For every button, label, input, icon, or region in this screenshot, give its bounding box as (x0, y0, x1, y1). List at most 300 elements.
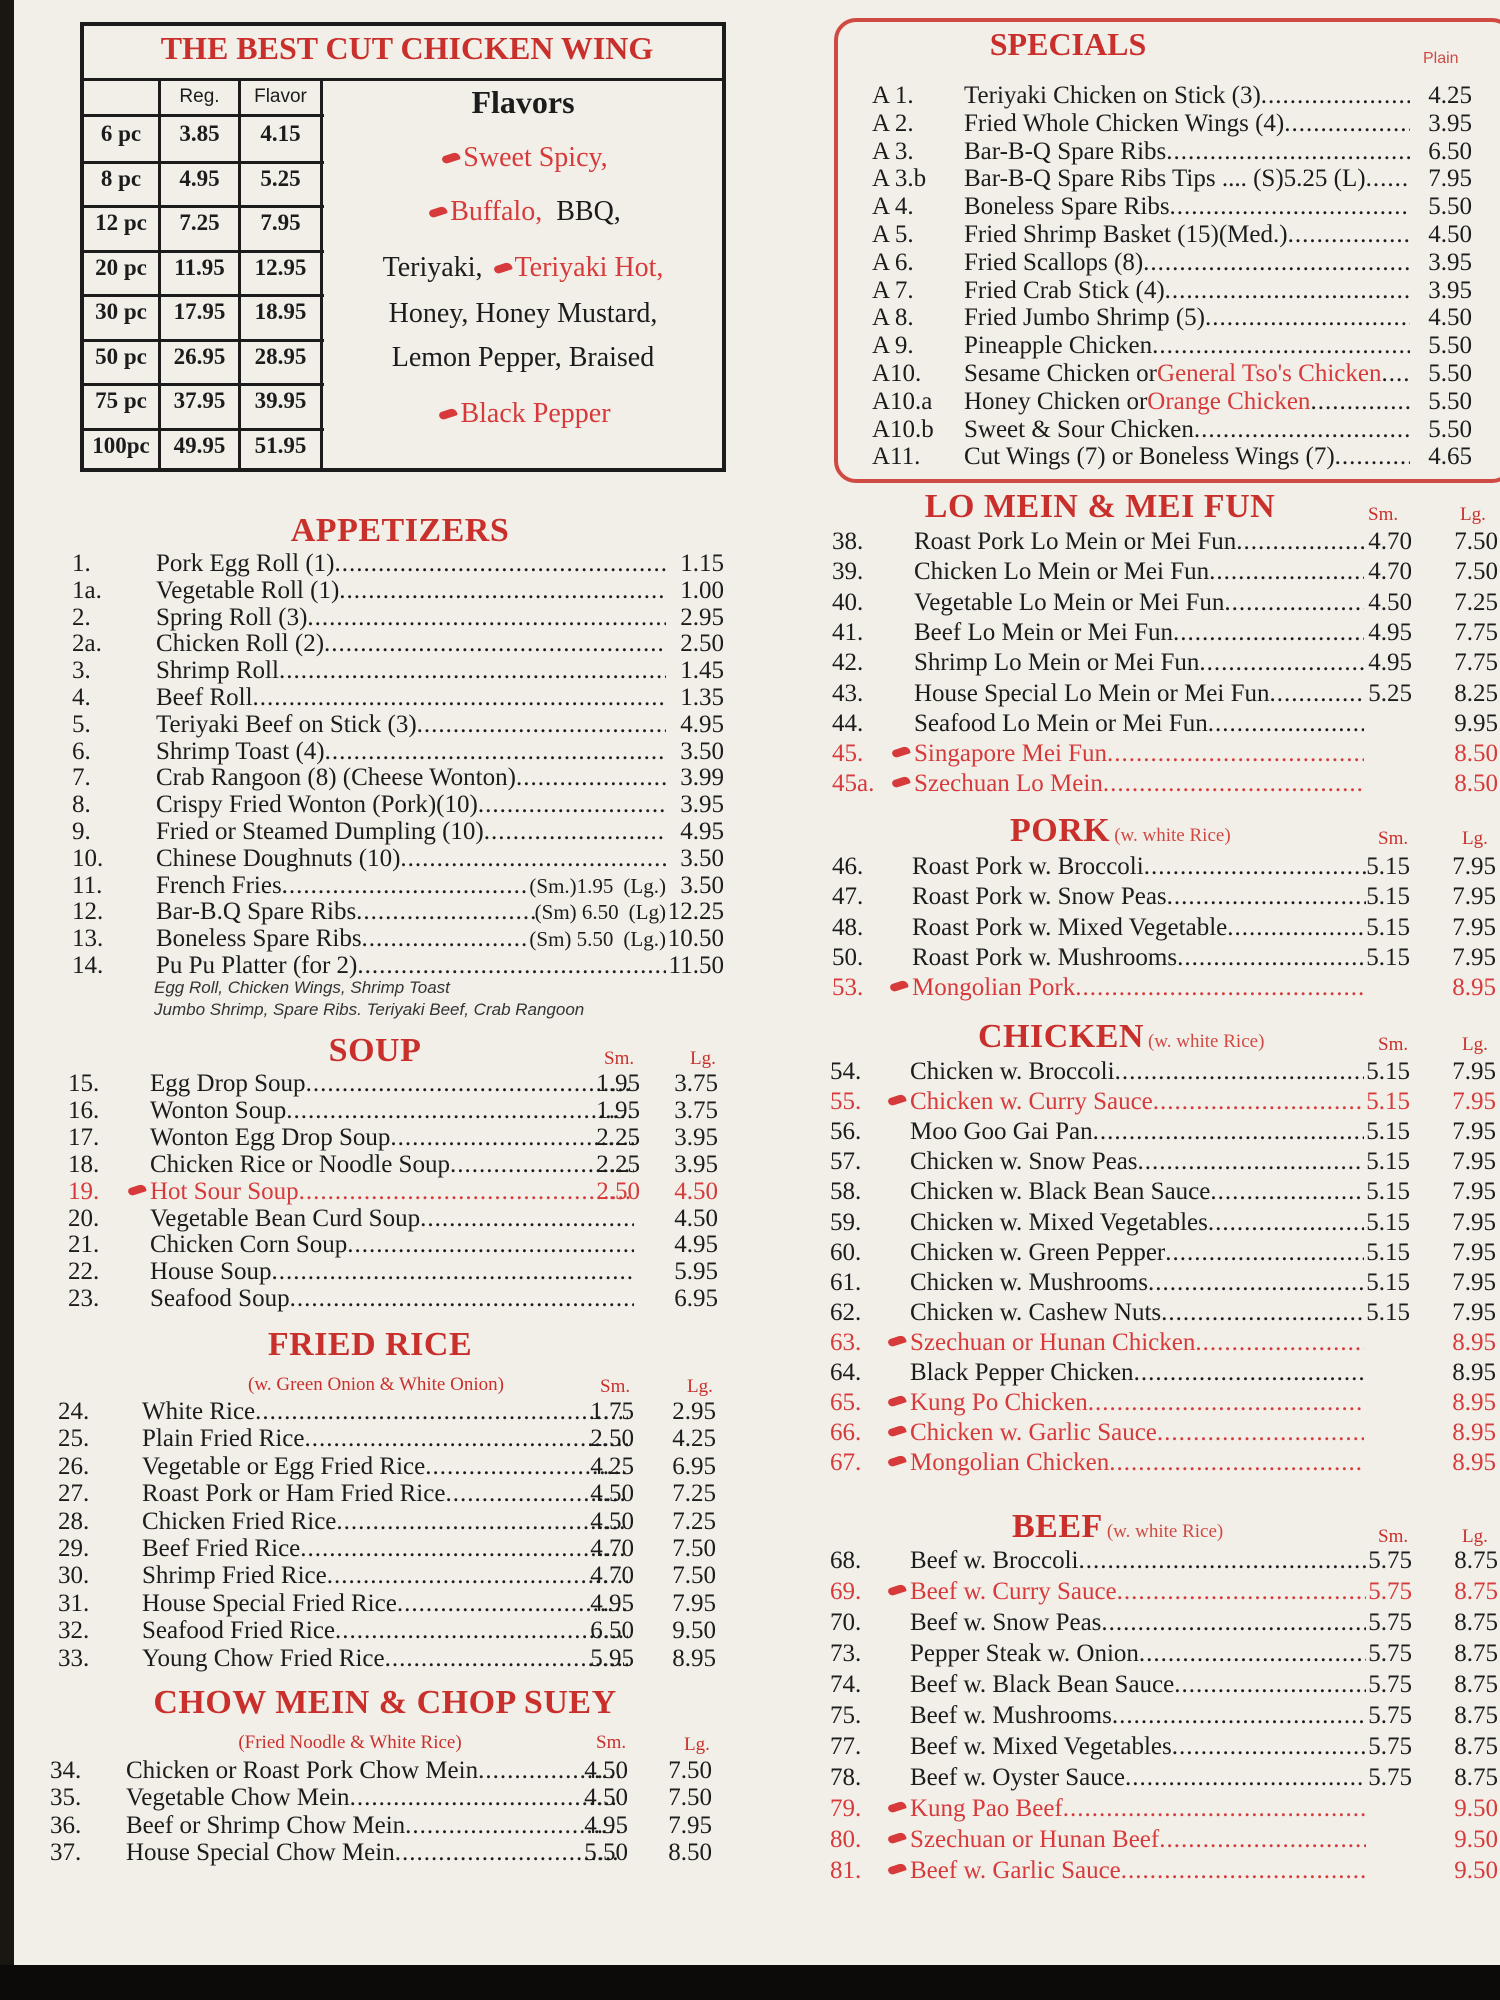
item-number: 18. (68, 1150, 100, 1178)
item-name-text: Young Chow Fried Rice (142, 1644, 385, 1672)
item-small-price: 5.15 (1366, 1088, 1410, 1116)
item-price: 7.50 (668, 1757, 712, 1784)
item-small-price: 5.15 (1366, 853, 1410, 880)
wing-pieces: 30 pc (95, 299, 147, 324)
divider (84, 161, 324, 164)
item-name-text: Fried or Steamed Dumpling (10) (156, 818, 484, 845)
menu-item (830, 1547, 1498, 1574)
item-price: 8.50 (1454, 770, 1498, 798)
item-price: 7.95 (1452, 853, 1496, 880)
item-number: 2. (72, 603, 91, 631)
item-price: 7.50 (672, 1562, 716, 1590)
item-name-text: Beef w. Mushrooms (910, 1702, 1112, 1729)
item-number: 15. (68, 1070, 100, 1097)
item-price: 5.50 (1428, 193, 1472, 221)
item-name-text: Chicken Roll (2) (156, 630, 325, 658)
item-number: 38. (832, 528, 864, 555)
item-number: 57. (830, 1148, 862, 1176)
item-name-text: Chicken or Roast Pork Chow Mein (126, 1757, 479, 1784)
item-name (910, 1547, 1366, 1574)
item-small-price: 5.75 (1368, 1547, 1412, 1574)
item-name (910, 1578, 1366, 1605)
item-number: A 3. (872, 137, 914, 165)
item-number: 43. (832, 679, 864, 707)
leader-dots (1063, 1795, 1366, 1822)
specials-title: SPECIALS (989, 26, 1147, 62)
item-price: 7.95 (1452, 1298, 1496, 1326)
item-name (156, 791, 666, 818)
item-name-text: Roast Pork or Ham Fried Rice (142, 1480, 446, 1508)
item-name (910, 1857, 1366, 1884)
item-price: 7.95 (1452, 1238, 1496, 1266)
item-number: A 4. (872, 193, 914, 221)
item-small-price: 1.95 (596, 1096, 640, 1124)
wing-reg-price: 26.95 (173, 343, 226, 369)
item-name (150, 1124, 634, 1151)
item-small-price: 5.15 (1366, 1178, 1410, 1206)
item-name (910, 1389, 1364, 1416)
item-price: 8.75 (1454, 1578, 1498, 1605)
menu-item (72, 657, 732, 684)
menu-item (68, 1285, 730, 1312)
item-name (910, 1118, 1364, 1145)
item-number: A 8. (872, 304, 914, 332)
chow-mein-title: CHOW MEIN & CHOP SUEY (153, 1684, 617, 1721)
menu-item (872, 388, 1500, 415)
item-name (910, 1795, 1366, 1822)
menu-item (872, 249, 1500, 276)
item-name (150, 1151, 634, 1178)
menu-item (830, 1795, 1498, 1822)
item-name (964, 110, 1410, 137)
item-name-text: Chicken w. Broccoli (910, 1058, 1115, 1085)
menu-item (830, 1578, 1498, 1605)
lo-mein-title: LO MEIN & MEI FUN (924, 488, 1276, 525)
divider (84, 205, 324, 208)
item-small-price: 1.75 (590, 1398, 634, 1425)
menu-item (830, 1209, 1494, 1236)
item-name-text: Beef Roll (156, 684, 253, 711)
item-name (964, 332, 1410, 359)
wing-reg-price: 11.95 (174, 254, 225, 280)
leader-dots (400, 845, 666, 872)
item-name (964, 82, 1410, 109)
item-name (964, 277, 1410, 304)
item-number: 27. (58, 1480, 90, 1508)
menu-item (832, 883, 1496, 910)
item-price: 7.95 (1452, 1178, 1496, 1206)
menu-item (72, 898, 732, 925)
leader-dots (290, 1285, 634, 1312)
fried-rice-lg-header: Lg. (687, 1376, 713, 1397)
item-name (150, 1097, 634, 1124)
col-reg-header: Reg. (179, 86, 220, 107)
item-price: 7.95 (1452, 883, 1496, 911)
item-number: 64. (830, 1359, 862, 1386)
flavor-buffalo: Buffalo, (450, 196, 543, 227)
item-name (142, 1508, 628, 1535)
item-name-text: Kung Po Chicken (910, 1389, 1088, 1417)
item-number: 50. (832, 943, 864, 971)
item-name-text: Beef w. Black Bean Sauce (910, 1671, 1175, 1698)
item-small-price: (Sm) 5.50 (529, 927, 614, 952)
item-price: 4.95 (680, 818, 724, 845)
item-number: 60. (830, 1238, 862, 1266)
flavor-line (324, 142, 722, 174)
item-price: 5.50 (1428, 387, 1472, 415)
item-name (910, 1269, 1364, 1296)
menu-item (72, 711, 732, 738)
leader-dots (1112, 1702, 1366, 1729)
item-price: 7.50 (1454, 528, 1498, 555)
menu-item (872, 360, 1500, 387)
item-name (142, 1398, 628, 1425)
menu-item (832, 558, 1496, 585)
leader-dots (334, 550, 666, 577)
item-name-text: Kung Pao Beef (910, 1795, 1063, 1822)
item-name-text: Pork Egg Roll (1) (156, 550, 335, 577)
leader-dots (1157, 1419, 1364, 1446)
menu-item (68, 1070, 730, 1097)
pork-lg-header: Lg. (1462, 828, 1488, 849)
menu-item (72, 925, 732, 952)
item-price: 3.95 (674, 1150, 718, 1178)
item-number: 47. (832, 883, 864, 911)
menu-item (830, 1239, 1494, 1266)
item-price: 9.95 (1454, 709, 1498, 737)
item-small-price: 5.15 (1366, 943, 1410, 971)
item-price: 3.95 (1428, 276, 1472, 304)
item-number: 79. (830, 1795, 862, 1822)
item-number: 1a. (72, 576, 102, 604)
item-name (912, 853, 1366, 880)
item-name-text: Vegetable Roll (1) (156, 576, 340, 604)
item-small-price: 4.95 (590, 1589, 634, 1617)
pork-heading (1010, 812, 1231, 850)
menu-item (872, 138, 1500, 165)
item-small-price: (Sm.)1.95 (529, 873, 614, 898)
chow-mein-subtitle: (Fried Noodle & White Rice) (238, 1732, 462, 1753)
chili-pepper-icon (127, 1183, 147, 1196)
wing-reg-price: 17.95 (173, 299, 226, 324)
item-name (914, 589, 1364, 616)
leader-dots (339, 577, 666, 604)
item-name-text: Beef Lo Mein or Mei Fun (914, 618, 1173, 646)
item-name-text: Beef or Shrimp Chow Mein (126, 1811, 406, 1839)
leader-dots (1109, 1449, 1364, 1476)
item-name-text: Roast Pork w. Broccoli (912, 853, 1144, 880)
item-name (142, 1562, 628, 1589)
wing-reg-price: 4.95 (179, 165, 220, 191)
divider (84, 114, 324, 117)
flavor-teriyaki-hot: Teriyaki Hot, (514, 252, 664, 283)
item-name (142, 1590, 628, 1617)
item-number: 80. (830, 1826, 862, 1853)
menu-item (830, 1449, 1494, 1476)
item-price: 8.75 (1454, 1609, 1498, 1636)
leader-dots (1078, 1547, 1366, 1574)
menu-item (68, 1097, 730, 1124)
item-name-text: Wonton Soup (150, 1096, 287, 1124)
menu-item (830, 1733, 1498, 1760)
item-name (142, 1480, 628, 1507)
item-small-price: 5.15 (1366, 883, 1410, 911)
menu-item (872, 82, 1500, 109)
item-name (910, 1058, 1364, 1085)
item-name-text: Beef w. Broccoli (910, 1547, 1079, 1574)
item-name-text: Crab Rangoon (8) (Cheese Wonton) (156, 764, 516, 792)
item-price: 12.25 (667, 898, 724, 926)
item-number: 39. (832, 558, 864, 586)
item-number: 36. (50, 1811, 82, 1839)
item-number: 62. (830, 1298, 862, 1326)
item-price: 8.50 (1454, 740, 1498, 768)
menu-item (72, 872, 732, 899)
menu-item (72, 738, 732, 765)
leader-dots (1167, 883, 1366, 910)
leader-dots (1138, 1148, 1364, 1175)
menu-item (58, 1590, 722, 1617)
item-number: A 1. (872, 82, 914, 109)
leader-dots (307, 604, 666, 631)
item-name (910, 1299, 1364, 1326)
item-name-text: Fried Crab Stick (4) (964, 276, 1165, 304)
item-price: 6.95 (672, 1452, 716, 1480)
item-name (914, 740, 1364, 767)
item-name (910, 1178, 1364, 1205)
menu-item (58, 1508, 722, 1535)
leader-dots (325, 738, 666, 765)
item-name (156, 604, 666, 631)
item-small-price: 5.15 (1366, 1238, 1410, 1266)
chili-pepper-icon (428, 205, 448, 218)
item-small-price: 5.75 (1368, 1609, 1412, 1636)
item-name (910, 1359, 1364, 1386)
item-name (964, 304, 1410, 331)
item-name-text: House Special Fried Rice (142, 1589, 397, 1617)
leader-dots (1117, 1578, 1366, 1605)
leader-dots (272, 1258, 634, 1285)
item-number: A 3.b (872, 165, 927, 193)
item-name-text: Wonton Egg Drop Soup (150, 1123, 391, 1151)
item-name (156, 952, 666, 979)
item-price: 7.50 (1454, 558, 1498, 586)
item-price: 7.95 (1452, 1268, 1496, 1296)
item-name-text: Vegetable Bean Curd Soup (150, 1204, 421, 1232)
item-price: 3.75 (674, 1070, 718, 1097)
item-number: 28. (58, 1507, 90, 1535)
item-name-text: Roast Pork Lo Mein or Mei Fun (914, 528, 1237, 555)
item-price: 9.50 (672, 1617, 716, 1645)
wing-price-box (80, 22, 726, 472)
pupu-note: Jumbo Shrimp, Spare Ribs. Teriyaki Beef, Crab Rangoon (154, 1000, 585, 1019)
item-price: 4.50 (1428, 221, 1472, 248)
item-name (910, 1764, 1366, 1791)
wing-flavor-price: 18.95 (254, 299, 307, 324)
item-name (910, 1733, 1366, 1760)
item-price: 7.25 (672, 1480, 716, 1508)
leader-dots (1103, 770, 1364, 797)
item-name (964, 388, 1410, 415)
chicken-lg-header: Lg. (1462, 1034, 1488, 1055)
item-small-price: (Sm) 6.50 (534, 900, 619, 925)
menu-item (50, 1757, 720, 1784)
item-price: 11.50 (668, 952, 724, 979)
item-name (964, 138, 1410, 165)
item-number: 17. (68, 1123, 100, 1151)
item-name (964, 193, 1410, 220)
item-name-text: Chicken Fried Rice (142, 1507, 337, 1535)
menu-item (68, 1258, 730, 1285)
item-name (126, 1839, 620, 1866)
wing-flavor-price: 39.95 (254, 388, 307, 413)
fried-rice-title: FRIED RICE (267, 1326, 473, 1363)
menu-item (832, 770, 1496, 797)
leader-dots (1209, 558, 1364, 585)
menu-item (872, 443, 1500, 470)
item-price: 7.25 (1454, 588, 1498, 616)
item-name-text: Roast Pork w. Snow Peas (912, 883, 1167, 911)
item-number: 24. (58, 1398, 90, 1425)
leader-dots (1199, 649, 1364, 676)
item-number: 34. (50, 1757, 82, 1784)
item-number: 31. (58, 1589, 90, 1617)
item-price: 7.95 (1452, 913, 1496, 941)
leader-dots (1177, 944, 1366, 971)
menu-item (72, 684, 732, 711)
item-name-text: Chicken w. Snow Peas (910, 1148, 1138, 1176)
leader-dots (347, 1231, 634, 1258)
menu-item (832, 680, 1496, 707)
item-name-text: Fried Whole Chicken Wings (4) (964, 109, 1285, 137)
wing-pieces: 20 pc (95, 254, 147, 280)
wing-reg-price: 49.95 (173, 432, 226, 458)
flavor-teriyaki: Teriyaki, (382, 252, 483, 283)
item-price: 8.95 (1452, 1359, 1496, 1386)
leader-dots (357, 952, 666, 979)
item-small-price: 4.50 (590, 1507, 634, 1535)
item-name-text: Szechuan or Hunan Chicken (910, 1328, 1196, 1356)
item-price: 6.50 (1428, 137, 1472, 165)
item-small-price: 4.50 (1368, 588, 1412, 616)
item-price: 8.50 (668, 1839, 712, 1867)
menu-item (830, 1148, 1494, 1175)
chili-pepper-icon (887, 1334, 907, 1347)
chili-pepper-icon (887, 1862, 907, 1875)
item-number: 54. (830, 1058, 862, 1085)
item-small-price: 5.50 (584, 1839, 628, 1867)
item-small-price: 5.25 (1368, 679, 1412, 707)
menu-item (832, 853, 1496, 880)
divider (84, 250, 324, 253)
chicken-subtitle: (w. white Rice) (1147, 1031, 1265, 1052)
beef-heading (1012, 1508, 1223, 1546)
item-name (156, 764, 666, 791)
item-price: 8.95 (672, 1644, 716, 1672)
menu-item (832, 944, 1496, 971)
divider (84, 294, 324, 297)
item-name (910, 1088, 1364, 1115)
menu-item (830, 1857, 1498, 1884)
item-name (156, 845, 666, 872)
item-name-text: Egg Drop Soup (150, 1070, 306, 1097)
item-name (156, 872, 666, 900)
beef-subtitle: (w. white Rice) (1106, 1521, 1224, 1542)
item-name (910, 1702, 1366, 1729)
item-name (914, 649, 1364, 676)
item-number: 41. (832, 618, 864, 646)
item-name-alt: General Tso's Chicken (1157, 360, 1382, 387)
item-name-text: Chinese Doughnuts (10) (156, 844, 401, 872)
item-name (156, 550, 666, 577)
item-name-text: Chicken w. Cashew Nuts (910, 1298, 1162, 1326)
item-name-text: Chicken w. Black Bean Sauce (910, 1178, 1211, 1206)
menu-item (58, 1425, 722, 1452)
item-number: 44. (832, 709, 864, 737)
menu-item (830, 1329, 1494, 1356)
menu-item (830, 1671, 1498, 1698)
item-name-text: Beef w. Oyster Sauce (910, 1764, 1125, 1791)
item-name (910, 1239, 1364, 1266)
item-name (964, 221, 1410, 248)
item-name (156, 657, 666, 684)
item-price: 7.50 (672, 1535, 716, 1562)
item-name (912, 883, 1366, 910)
item-name (910, 1148, 1364, 1175)
item-price: 8.75 (1454, 1702, 1498, 1729)
item-name (142, 1425, 628, 1452)
item-name-text: Bar-B-Q Spare Ribs (964, 137, 1167, 165)
item-name (150, 1205, 634, 1232)
menu-item (830, 1826, 1498, 1853)
item-name-text: Beef w. Mixed Vegetables (910, 1733, 1172, 1760)
item-number: 12. (72, 898, 104, 926)
item-number: 67. (830, 1449, 862, 1477)
item-small-price: 5.15 (1366, 1268, 1410, 1296)
item-name (910, 1671, 1366, 1698)
item-small-price: 2.50 (596, 1177, 640, 1205)
item-number: 78. (830, 1764, 862, 1791)
item-number: 3. (72, 657, 91, 685)
menu-item (872, 277, 1500, 304)
item-number: 4. (72, 684, 91, 711)
item-name (126, 1757, 620, 1784)
leader-dots (1121, 1857, 1366, 1884)
item-number: 22. (68, 1258, 100, 1286)
menu-item (72, 550, 732, 577)
item-name (142, 1453, 628, 1480)
item-small-price: 5.15 (1366, 1298, 1410, 1326)
item-name-text: Szechuan or Hunan Beef (910, 1826, 1160, 1853)
item-price: 7.95 (1452, 1118, 1496, 1146)
leader-dots (1195, 1329, 1364, 1356)
item-price: 5.50 (1428, 332, 1472, 360)
item-number: 69. (830, 1578, 862, 1605)
item-price: 4.25 (672, 1425, 716, 1453)
leader-dots (1159, 1826, 1366, 1853)
leader-dots (1115, 1058, 1364, 1085)
fried-rice-subtitle: (w. Green Onion & White Onion) (248, 1374, 504, 1395)
item-name-text: Pineapple Chicken (964, 332, 1153, 360)
wing-pieces: 6 pc (100, 121, 142, 146)
item-small-price: 5.75 (1368, 1578, 1412, 1605)
leader-dots (279, 657, 666, 684)
item-number: 61. (830, 1268, 862, 1296)
item-name-text: Roast Pork w. Mushrooms (912, 943, 1178, 971)
item-price: 5.50 (1428, 415, 1472, 443)
lo-mein-sm-header: Sm. (1368, 504, 1399, 525)
menu-item (58, 1617, 722, 1644)
